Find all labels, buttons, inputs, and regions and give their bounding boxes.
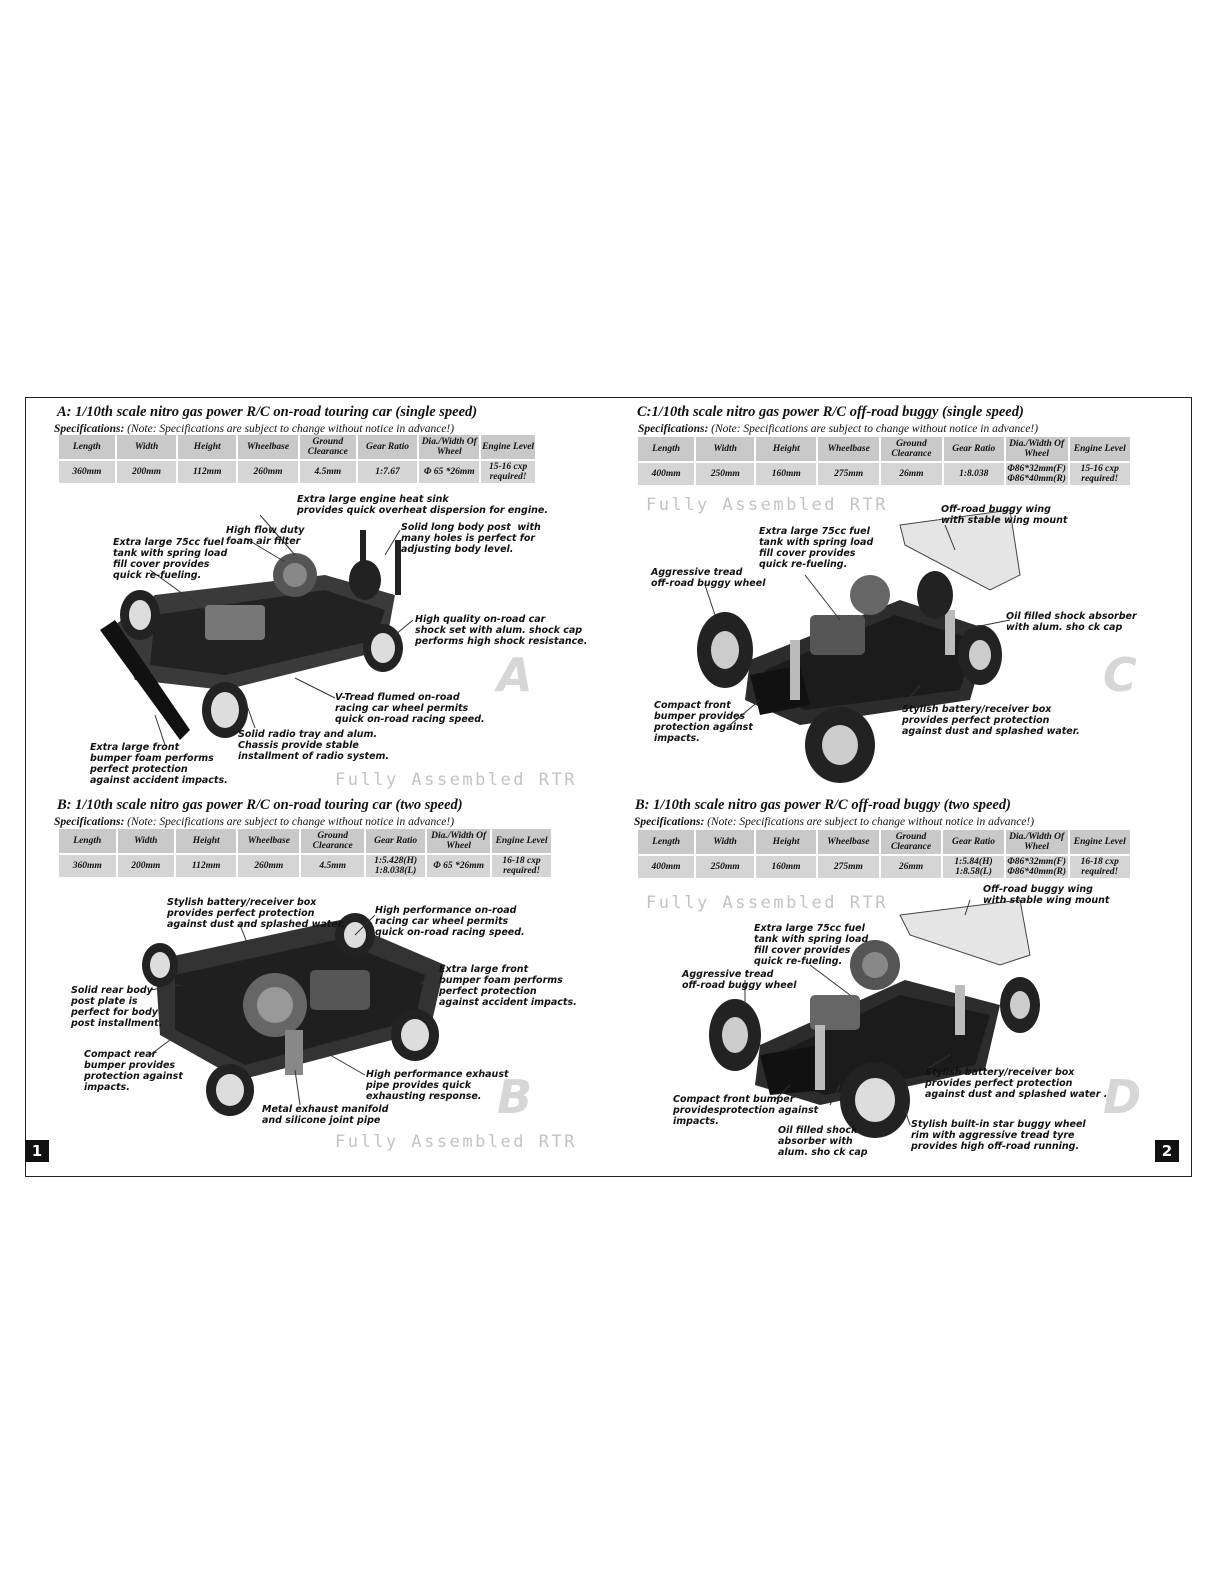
value-ground-clearance: 26mm	[881, 856, 944, 880]
header-length: Length	[59, 829, 118, 855]
header-height: Height	[176, 829, 238, 855]
note-a-air-filter: High flow duty foam air filter	[226, 525, 305, 547]
header-wheelbase: Wheelbase	[818, 437, 881, 463]
value-height: 160mm	[756, 856, 818, 880]
header-gear-ratio: Gear Ratio	[358, 435, 420, 461]
note-c-wheel: Aggressive tread off-road buggy wheel	[651, 567, 766, 589]
value-length: 400mm	[638, 463, 696, 487]
header-height: Height	[178, 435, 238, 461]
header-ground-clearance: Ground Clearance	[301, 829, 366, 855]
value-width: 250mm	[696, 856, 756, 880]
value-gear-ratio: 1:5.84(H) 1:8.58(L)	[943, 856, 1005, 880]
value-wheel: Φ 65 *26mm	[427, 855, 492, 879]
section-c-title: C:1/10th scale nitro gas power R/C off-road buggy (single speed)	[637, 404, 1024, 420]
section-c-rtr-label: Fully Assembled RTR	[646, 495, 888, 515]
header-engine-level: Engine Level	[1070, 437, 1133, 463]
header-width: Width	[696, 830, 756, 856]
header-length: Length	[638, 437, 696, 463]
header-wheel: Dia./Width Of Wheel	[1006, 830, 1070, 856]
header-gear-ratio: Gear Ratio	[944, 437, 1006, 463]
value-wheelbase: 275mm	[818, 856, 881, 880]
spec-table-b	[59, 829, 553, 879]
note-a-front-bumper: Extra large front bumper foam performs perfect protection against accident impacts.	[90, 742, 228, 786]
value-height: 112mm	[178, 461, 238, 485]
section-a-rtr-label: Fully Assembled RTR	[335, 770, 577, 790]
note-d-wheel: Aggressive tread off-road buggy wheel	[682, 969, 797, 991]
value-height: 112mm	[176, 855, 238, 879]
value-width: 200mm	[118, 855, 177, 879]
value-wheelbase: 260mm	[238, 855, 301, 879]
note-d-front-bumper: Compact front bumper providesprotection against impacts.	[673, 1094, 819, 1127]
header-height: Height	[756, 437, 818, 463]
section-c-letter: C	[1103, 648, 1137, 702]
note-b-front-bumper: Extra large front bumper foam performs perfect protection against accident impacts.	[439, 964, 577, 1008]
value-engine-level: 15-16 cxp required!	[481, 461, 537, 485]
note-a-radio-tray: Solid radio tray and alum. Chassis provide stable installment of radio system.	[238, 729, 390, 762]
value-wheel: Φ86*32mm(F) Φ86*40mm(R)	[1006, 856, 1070, 880]
note-a-fuel-tank: Extra large 75cc fuel tank with spring load fill cover provides quick re-fueling.	[113, 537, 228, 581]
value-ground-clearance: 4.5mm	[301, 855, 366, 879]
section-d-rtr-label: Fully Assembled RTR	[646, 893, 888, 913]
value-engine-level: 16-18 cxp required!	[492, 855, 553, 879]
value-ground-clearance: 26mm	[881, 463, 944, 487]
value-width: 200mm	[117, 461, 179, 485]
spec-table-a	[59, 435, 537, 485]
spec-table-c	[638, 437, 1132, 487]
note-a-v-tread: V-Tread flumed on-road racing car wheel permits quick on-road racing speed.	[335, 692, 485, 725]
header-ground-clearance: Ground Clearance	[300, 435, 358, 461]
header-engine-level: Engine Level	[492, 829, 553, 855]
value-ground-clearance: 4.5mm	[300, 461, 358, 485]
note-b-exhaust-manifold: Metal exhaust manifold and silicone joint pipe	[262, 1104, 389, 1126]
note-b-body-post-plate: Solid rear body post plate is perfect for body post installment.	[71, 985, 163, 1029]
header-engine-level: Engine Level	[481, 435, 537, 461]
note-d-shock: Oil filled shock absorber with alum. sho ck cap	[778, 1125, 868, 1158]
section-b-rtr-label: Fully Assembled RTR	[335, 1132, 577, 1152]
section-b-spec-line: Specifications: (Note: Specifications are subject to change without notice in advance!)	[54, 816, 455, 828]
section-a-title: A: 1/10th scale nitro gas power R/C on-road touring car (single speed)	[57, 404, 478, 420]
note-a-shock-set: High quality on-road car shock set with alum. shock cap performs high shock resistance.	[415, 614, 588, 647]
header-width: Width	[696, 437, 756, 463]
page-number-left: 1	[25, 1140, 49, 1162]
value-length: 360mm	[59, 855, 118, 879]
section-d-letter: D	[1103, 1070, 1142, 1124]
section-d-title: B: 1/10th scale nitro gas power R/C off-road buggy (two speed)	[635, 797, 1011, 813]
header-ground-clearance: Ground Clearance	[881, 437, 944, 463]
note-b-rear-bumper: Compact rear bumper provides protection against impacts.	[84, 1049, 183, 1093]
spec-table-d	[638, 830, 1132, 880]
header-engine-level: Engine Level	[1070, 830, 1132, 856]
note-c-shock: Oil filled shock absorber with alum. sho ck cap	[1006, 611, 1137, 633]
note-b-battery-box: Stylish battery/receiver box provides perfect protection against dust and splashed water.	[167, 897, 345, 930]
header-wheelbase: Wheelbase	[818, 830, 881, 856]
section-a-spec-line: Specifications: (Note: Specifications are subject to change without notice in advance!)	[54, 423, 455, 435]
note-c-front-bumper: Compact front bumper provides protection against impacts.	[654, 700, 753, 744]
header-wheel: Dia./Width Of Wheel	[1006, 437, 1070, 463]
header-gear-ratio: Gear Ratio	[943, 830, 1005, 856]
header-width: Width	[118, 829, 177, 855]
note-d-fuel-tank: Extra large 75cc fuel tank with spring load fill cover provides quick re-fueling.	[754, 923, 869, 967]
note-d-wheel-rim: Stylish built-in star buggy wheel rim with aggressive tread tyre provides high off-road running.	[911, 1119, 1086, 1152]
value-length: 360mm	[59, 461, 117, 485]
header-ground-clearance: Ground Clearance	[881, 830, 944, 856]
header-length: Length	[638, 830, 696, 856]
note-c-wing: Off-road buggy wing with stable wing mount	[941, 504, 1068, 526]
value-width: 250mm	[696, 463, 756, 487]
header-width: Width	[117, 435, 179, 461]
note-a-body-post: Solid long body post with many holes is perfect for adjusting body level.	[401, 522, 541, 555]
value-length: 400mm	[638, 856, 696, 880]
value-wheelbase: 260mm	[238, 461, 300, 485]
value-wheel: Φ 65 *26mm	[419, 461, 481, 485]
section-b-letter: B	[497, 1070, 533, 1124]
header-wheel: Dia./Width Of Wheel	[427, 829, 492, 855]
value-height: 160mm	[756, 463, 818, 487]
value-engine-level: 15-16 cxp required!	[1070, 463, 1133, 487]
note-d-wing: Off-road buggy wing with stable wing mount	[983, 884, 1110, 906]
section-b-title: B: 1/10th scale nitro gas power R/C on-road touring car (two speed)	[57, 797, 463, 813]
section-d-spec-line: Specifications: (Note: Specifications are subject to change without notice in advance!)	[634, 816, 1035, 828]
note-c-fuel-tank: Extra large 75cc fuel tank with spring load fill cover provides quick re-fueling.	[759, 526, 874, 570]
header-gear-ratio: Gear Ratio	[366, 829, 427, 855]
header-height: Height	[756, 830, 818, 856]
page-number-right: 2	[1155, 1140, 1179, 1162]
value-gear-ratio: 1:8.038	[944, 463, 1006, 487]
header-wheelbase: Wheelbase	[238, 435, 300, 461]
note-d-battery-box: Stylish battery/receiver box provides perfect protection against dust and splashed water .	[925, 1067, 1108, 1100]
note-a-heat-sink: Extra large engine heat sink provides quick overheat dispersion for engine.	[297, 494, 548, 516]
value-engine-level: 16-18 cxp required!	[1070, 856, 1132, 880]
header-length: Length	[59, 435, 117, 461]
value-gear-ratio: 1:7.67	[358, 461, 420, 485]
note-b-exhaust-pipe: High performance exhaust pipe provides quick exhausting response.	[366, 1069, 509, 1102]
value-wheel: Φ86*32mm(F) Φ86*40mm(R)	[1006, 463, 1070, 487]
header-wheelbase: Wheelbase	[238, 829, 301, 855]
section-c-spec-line: Specifications: (Note: Specifications are subject to change without notice in advance!)	[638, 423, 1039, 435]
section-a-letter: A	[497, 648, 533, 702]
header-wheel: Dia./Width Of Wheel	[419, 435, 481, 461]
value-wheelbase: 275mm	[818, 463, 881, 487]
note-c-battery-box: Stylish battery/receiver box provides perfect protection against dust and splashed water.	[902, 704, 1080, 737]
value-gear-ratio: 1:5.428(H) 1:8.038(L)	[366, 855, 427, 879]
note-b-wheel: High performance on-road racing car wheel permits quick on-road racing speed.	[375, 905, 525, 938]
